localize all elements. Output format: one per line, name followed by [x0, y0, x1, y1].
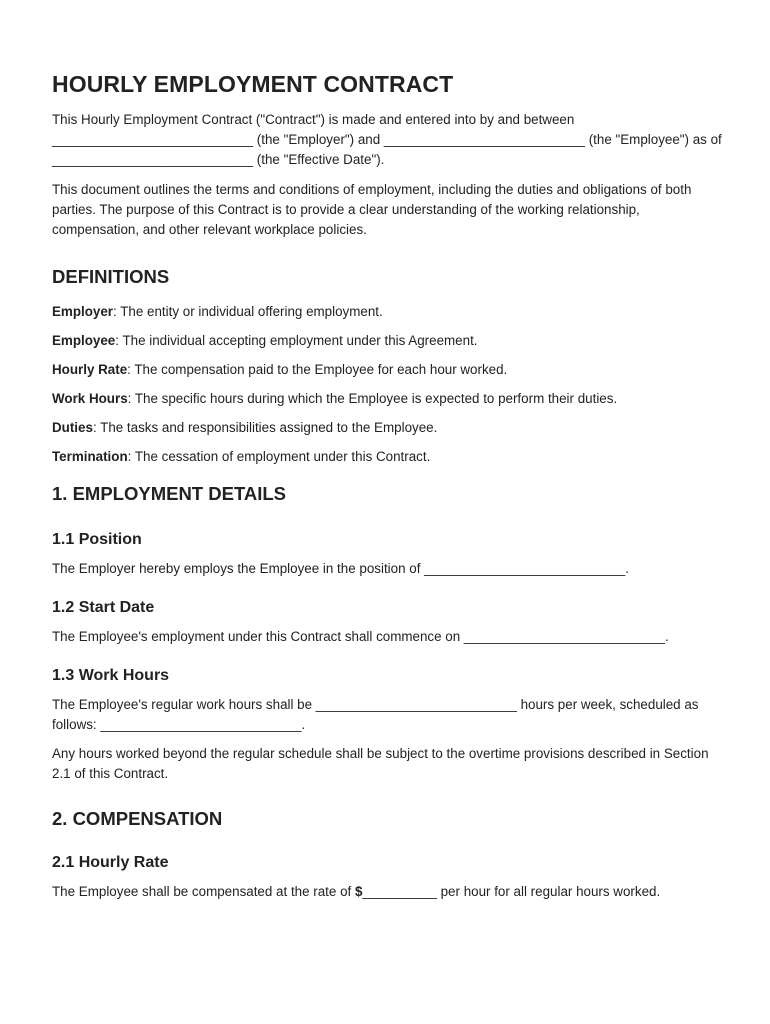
definition-text: : The tasks and responsibilities assigned to the Employee.	[92, 420, 438, 435]
definition-item	[52, 418, 730, 438]
definition-text: : The specific hours during which the Employee is expected to perform their duties.	[127, 391, 618, 406]
section-1-heading: 1. EMPLOYMENT DETAILS	[52, 483, 287, 504]
definition-text: : The compensation paid to the Employee for each hour worked.	[127, 362, 508, 377]
start-date-paragraph: The Employee's employment under this Contract shall commence on ___________________________.	[52, 629, 669, 644]
hourly-rate-text-before: The Employee shall be compensated at the rate of	[52, 884, 355, 899]
document-title: HOURLY EMPLOYMENT CONTRACT	[52, 71, 454, 97]
hourly-rate-text-after: __________ per hour for all regular hours worked.	[362, 884, 661, 899]
hourly-rate-heading: 2.1 Hourly Rate	[52, 854, 169, 871]
definition-item	[52, 331, 730, 351]
definition-term: Termination	[52, 449, 128, 464]
definitions-heading: DEFINITIONS	[52, 266, 170, 287]
purpose-paragraph: This document outlines the terms and conditions of employment, including the duties and obligations of both parties. The purpose of this Contract is to provide a clear understanding of the working relationship, compensation, and other relevant workplace policies.	[52, 182, 692, 237]
start-date-heading: 1.2 Start Date	[52, 599, 155, 616]
position-heading: 1.1 Position	[52, 531, 142, 548]
definition-item	[52, 389, 730, 409]
definition-item	[52, 302, 730, 322]
hourly-rate-paragraph	[52, 882, 730, 902]
section-2-heading: 2. COMPENSATION	[52, 808, 223, 829]
definition-item	[52, 447, 730, 467]
definition-term: Work Hours	[52, 391, 128, 406]
definition-item	[52, 360, 730, 380]
definition-term: Employer	[52, 304, 114, 319]
overtime-paragraph: Any hours worked beyond the regular schedule shall be subject to the overtime provisions described in Section 2.1 of this Contract.	[52, 746, 709, 781]
definition-term: Duties	[52, 420, 93, 435]
position-paragraph: The Employer hereby employs the Employee in the position of ___________________________.	[52, 561, 629, 576]
definition-term: Employee	[52, 333, 116, 348]
currency-symbol: $	[354, 884, 363, 899]
definition-text: : The entity or individual offering employment.	[113, 304, 383, 319]
definition-term: Hourly Rate	[52, 362, 128, 377]
work-hours-heading: 1.3 Work Hours	[52, 667, 170, 684]
definition-text: : The individual accepting employment under this Agreement.	[115, 333, 478, 348]
intro-paragraph: This Hourly Employment Contract ("Contract") is made and entered into by and between ___________________________ (the "Employer") and ___________________________ (the "Employee") as of ___________________________ (the "Effective Date").	[52, 112, 722, 167]
definition-text: : The cessation of employment under this Contract.	[127, 449, 431, 464]
work-hours-paragraph: The Employee's regular work hours shall be ___________________________ hours per week, scheduled as follows: ___________________________.	[52, 697, 699, 732]
